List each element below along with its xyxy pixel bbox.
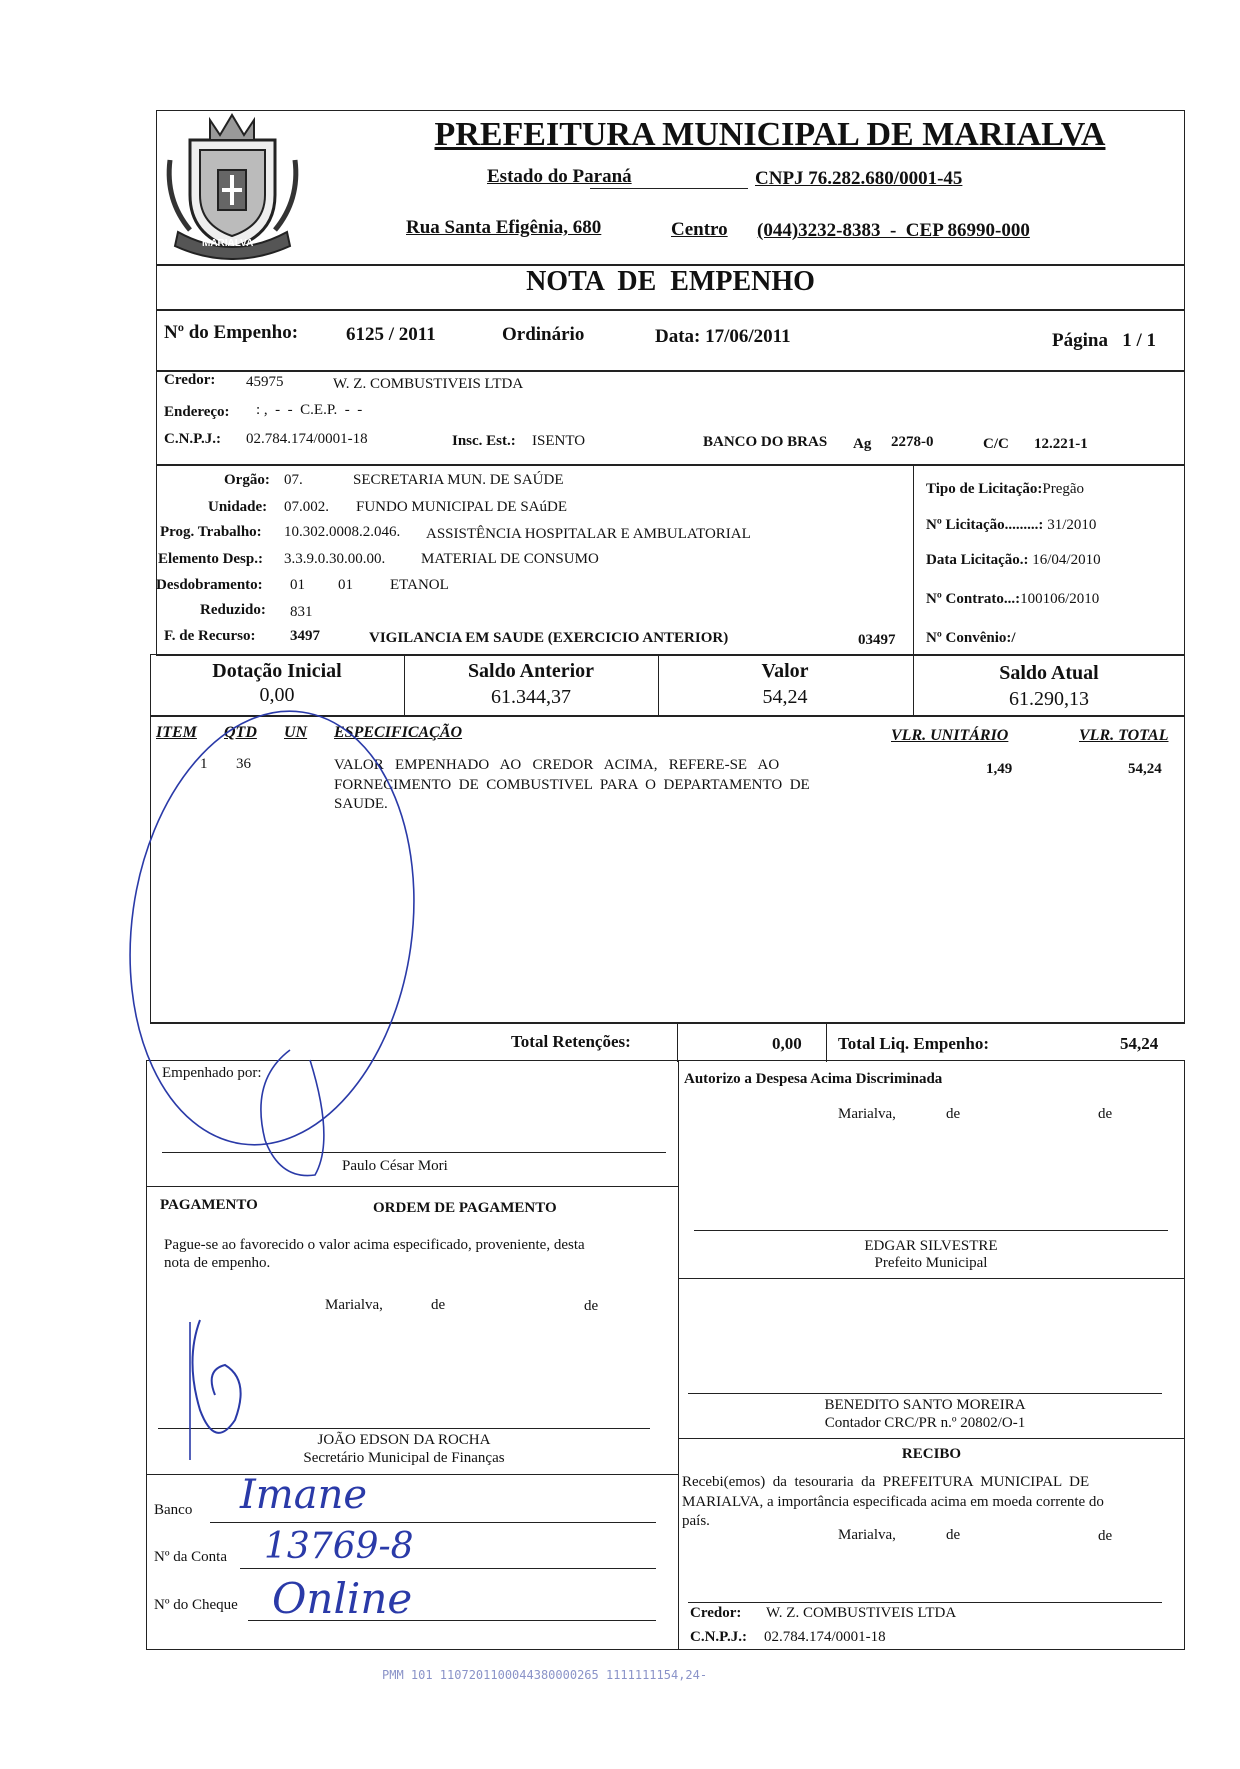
contador-role: Contador CRC/PR n.º 20802/O-1	[824, 1415, 1026, 1431]
ret-label: Total Retenções:	[511, 1032, 631, 1051]
convenio: Nº Convênio:/	[926, 630, 1016, 646]
recurso-code: 3497	[290, 628, 320, 644]
recibo-credor-label: Credor:	[690, 1605, 742, 1621]
empenho-type: Ordinário	[502, 324, 585, 345]
address-value: : , - - C.E.P. - -	[256, 402, 363, 418]
item-spec-line3: SAUDE.	[334, 796, 388, 812]
unidade-code: 07.002.	[284, 499, 329, 515]
item-number: 1	[200, 756, 208, 772]
col-item: ITEM	[156, 724, 197, 741]
recurso-label: F. de Recurso:	[164, 628, 256, 644]
empenho-number: 6125 / 2011	[346, 324, 436, 345]
balance-dotacao-label: Dotação Inicial	[212, 660, 342, 682]
pagamento-label: PAGAMENTO	[160, 1197, 258, 1213]
credor-label: Credor:	[164, 372, 216, 388]
pagamento-text-1: Pague-se ao favorecido o valor acima especificado, proveniente, desta	[164, 1237, 585, 1253]
item-total-value: 54,24	[1128, 761, 1162, 777]
item-spec-line2: FORNECIMENTO DE COMBUSTIVEL PARA O DEPARTAMENTO DE	[334, 777, 810, 793]
reduzido-value: 831	[290, 604, 313, 620]
recibo-de1: de	[946, 1527, 961, 1543]
crest-banner-text: MARIALVA	[202, 238, 254, 249]
pagamento-signer: JOÃO EDSON DA ROCHA	[317, 1432, 491, 1448]
empenho-number-label: Nº do Empenho:	[164, 322, 299, 343]
credor-name: W. Z. COMBUSTIVEIS LTDA	[333, 376, 524, 392]
cheque-label: Nº do Cheque	[154, 1597, 238, 1613]
pagamento-de2: de	[584, 1298, 599, 1314]
header-street: Rua Santa Efigênia, 680	[406, 217, 602, 238]
header-phone-cep: (044)3232-8383 - CEP 86990-000	[757, 220, 1030, 241]
liq-label: Total Liq. Empenho:	[838, 1034, 989, 1053]
header-cnpj: CNPJ 76.282.680/0001-45	[755, 168, 963, 189]
recibo-title: RECIBO	[901, 1446, 962, 1462]
doc-title: NOTA DE EMPENHO	[526, 266, 815, 297]
balance-valor-label: Valor	[761, 660, 809, 682]
balance-dotacao-value: 0,00	[259, 684, 295, 706]
desd-label: Desdobramento:	[156, 577, 263, 593]
recibo-credor: W. Z. COMBUSTIVEIS LTDA	[766, 1605, 957, 1621]
recibo-cnpj-label: C.N.P.J.:	[690, 1629, 747, 1645]
reduzido-label: Reduzido:	[200, 602, 266, 618]
cheque-handwritten: Online	[272, 1574, 413, 1623]
header-state: Estado do Paraná	[487, 166, 632, 187]
banco-handwritten: Imane	[240, 1472, 368, 1518]
desd-value: ETANOL	[390, 577, 449, 593]
prog-label: Prog. Trabalho:	[160, 524, 262, 540]
balance-valor-value: 54,24	[762, 686, 808, 708]
banco-label: Banco	[154, 1502, 193, 1518]
ag-value: 2278-0	[891, 434, 934, 450]
recibo-line-3: país.	[682, 1513, 710, 1529]
licitacao-date: Data Licitação.: 16/04/2010	[926, 552, 1101, 568]
insc-value: ISENTO	[532, 433, 586, 449]
licitacao-number: Nº Licitação.........: 31/2010	[926, 517, 1097, 533]
balance-atual-label: Saldo Atual	[999, 662, 1099, 684]
pagamento-de1: de	[431, 1297, 446, 1313]
orgao-label: Orgão:	[224, 472, 270, 488]
prog-value: ASSISTÊNCIA HOSPITALAR E AMBULATORIAL	[426, 526, 751, 542]
autorizo-signer: EDGAR SILVESTRE	[864, 1238, 998, 1254]
contrato: Nº Contrato...:100106/2010	[926, 591, 1100, 607]
pagamento-title: ORDEM DE PAGAMENTO	[373, 1200, 557, 1216]
ret-value: 0,00	[772, 1034, 802, 1053]
tipo-licitacao-label: Tipo de Licitação:Pregão	[926, 481, 1085, 497]
scan-code: PMM 101 1107201100044380000265 1111111154,24-	[382, 1668, 708, 1682]
recurso-number: 03497	[858, 632, 896, 648]
page-title: PREFEITURA MUNICIPAL DE MARIALVA	[434, 116, 1106, 153]
elem-value: MATERIAL DE CONSUMO	[421, 551, 599, 567]
desd-a: 01	[290, 577, 305, 593]
recibo-de2: de	[1098, 1528, 1113, 1544]
cnpj-label: C.N.P.J.:	[164, 431, 221, 447]
autorizo-place: Marialva,	[838, 1106, 896, 1122]
cc-value: 12.221-1	[1034, 436, 1088, 452]
header-district: Centro	[671, 219, 728, 240]
recurso-value: VIGILANCIA EM SAUDE (EXERCICIO ANTERIOR)	[369, 630, 729, 646]
autorizo-label: Autorizo a Despesa Acima Discriminada	[684, 1071, 943, 1087]
col-unit-value: VLR. UNITÁRIO	[891, 727, 1009, 744]
bank-name: BANCO DO BRAS	[703, 434, 828, 450]
autorizo-de2: de	[1098, 1106, 1113, 1122]
conta-handwritten: 13769-8	[264, 1526, 414, 1567]
recibo-line-1: Recebi(emos) da tesouraria da PREFEITURA MUNICIPAL DE	[682, 1474, 1090, 1490]
desd-b: 01	[338, 577, 353, 593]
tipo-licitacao-value: Pregão	[1042, 481, 1085, 497]
col-qtd: QTD	[224, 724, 257, 741]
elem-label: Elemento Desp.:	[158, 551, 263, 567]
liq-value: 54,24	[1120, 1034, 1159, 1053]
credor-code: 45975	[246, 374, 284, 390]
recibo-place: Marialva,	[838, 1527, 896, 1543]
empenho-page: Página 1 / 1	[1052, 330, 1156, 351]
empenho-date: Data: 17/06/2011	[655, 326, 791, 347]
balance-anterior-label: Saldo Anterior	[467, 660, 595, 682]
pagamento-place: Marialva,	[325, 1297, 383, 1313]
pagamento-signer-role: Secretário Municipal de Finanças	[303, 1450, 505, 1466]
unidade-value: FUNDO MUNICIPAL DE SAúDE	[356, 499, 567, 515]
col-total-value: VLR. TOTAL	[1079, 727, 1169, 744]
col-spec: ESPECIFICAÇÃO	[334, 724, 463, 741]
unidade-label: Unidade:	[208, 499, 268, 515]
contador-signer: BENEDITO SANTO MOREIRA	[824, 1397, 1026, 1413]
item-qtd: 36	[236, 756, 251, 772]
orgao-code: 07.	[284, 472, 303, 488]
cc-label: C/C	[983, 436, 1009, 452]
col-un: UN	[284, 724, 308, 741]
empenhado-label: Empenhado por:	[162, 1065, 262, 1081]
item-unit-value: 1,49	[986, 761, 1013, 777]
orgao-value: SECRETARIA MUN. DE SAÚDE	[353, 472, 564, 488]
balance-atual-value: 61.290,13	[1009, 688, 1089, 710]
recibo-line-2: MARIALVA, a importância especificada acima em moeda corrente do	[682, 1494, 1104, 1510]
pagamento-text-2: nota de empenho.	[164, 1255, 271, 1271]
item-spec-line1: VALOR EMPENHADO AO CREDOR ACIMA, REFERE-SE AO	[334, 757, 780, 773]
autorizo-de1: de	[946, 1106, 961, 1122]
cnpj-value: 02.784.174/0001-18	[246, 431, 368, 447]
address-label: Endereço:	[164, 404, 230, 420]
insc-label: Insc. Est.:	[452, 433, 516, 449]
empenhado-name: Paulo César Mori	[342, 1158, 448, 1174]
balance-anterior-value: 61.344,37	[491, 686, 571, 708]
elem-code: 3.3.9.0.30.00.00.	[284, 551, 386, 567]
conta-label: Nº da Conta	[154, 1549, 227, 1565]
autorizo-signer-role: Prefeito Municipal	[874, 1255, 988, 1271]
recibo-cnpj: 02.784.174/0001-18	[764, 1629, 886, 1645]
crest-emblem	[160, 100, 305, 260]
ag-label: Ag	[853, 436, 872, 452]
prog-code: 10.302.0008.2.046.	[284, 524, 401, 540]
